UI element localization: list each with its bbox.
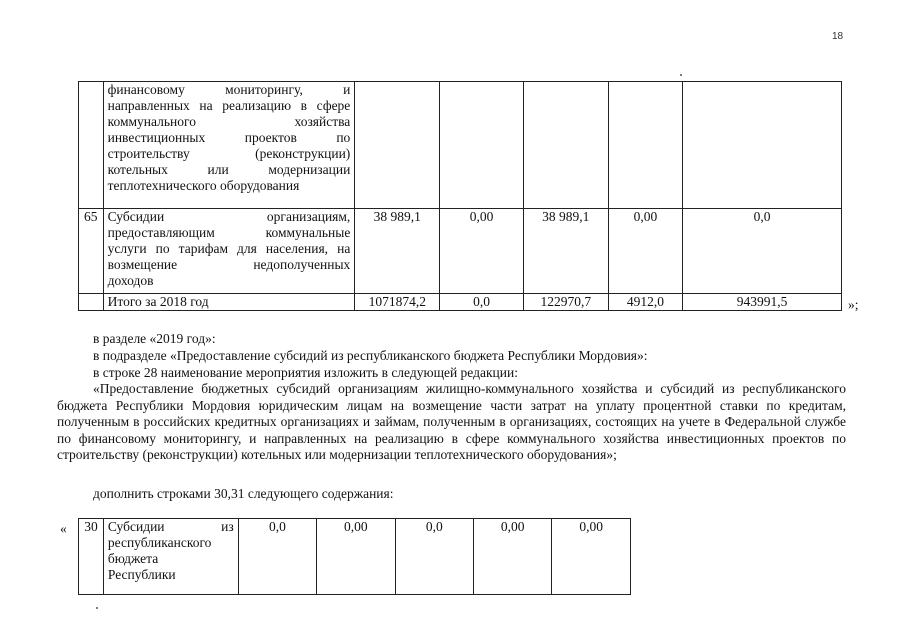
name-line: направленных на реализацию в сфере (107, 98, 351, 113)
value-cell: 4912,0 (608, 294, 683, 311)
value-cell: 0,00 (608, 209, 683, 294)
total-label-cell: Итого за 2018 год (103, 294, 355, 311)
section-line: в разделе «2019 год»: (93, 331, 216, 346)
name-line: республиканского (107, 535, 212, 550)
row-number-cell (79, 82, 104, 209)
value-cell: 0,00 (317, 519, 395, 595)
value-cell (608, 82, 683, 209)
name-line: коммунального хозяйства (107, 114, 351, 129)
value-cell: 38 989,1 (523, 209, 608, 294)
value-cell (440, 82, 524, 209)
value-cell: 0,0 (395, 519, 473, 595)
row-number-cell: 30 (79, 519, 104, 595)
value-cell: 1071874,2 (355, 294, 440, 311)
value-cell: 943991,5 (683, 294, 842, 311)
name-line: котельных или модернизации (107, 162, 351, 177)
name-line: финансовому мониторингу, и (107, 82, 351, 97)
name-line: предоставляющим коммунальные (107, 225, 351, 240)
name-line: услуги по тарифам для населения, на (107, 241, 351, 256)
value-cell: 0,00 (552, 519, 631, 595)
value-cell (355, 82, 440, 209)
name-line: строительству (реконструкции) (107, 146, 351, 161)
opening-quote: « (60, 521, 67, 536)
name-line: инвестиционных проектов по (107, 130, 351, 145)
name-line: Субсидии организациям, (107, 209, 351, 224)
name-line: теплотехнического оборудования (107, 178, 300, 193)
page-number: 18 (832, 31, 844, 42)
value-cell: 0,00 (440, 209, 524, 294)
value-cell: 0,0 (238, 519, 316, 595)
value-cell (683, 82, 842, 209)
subsection-line: в подразделе «Предоставление субсидий из республиканского бюджета Республики Мордовия»: (93, 348, 648, 363)
activity-name-cell (103, 82, 355, 209)
activity-name-cell (103, 519, 238, 595)
new-wording-paragraph: «Предоставление бюджетных субсидий организациям жилищно-коммунального хозяйства и субсидий из республиканского бюджета Республики Мордовия юридическим лицам на возмещение части затрат на уплату процентной ставки по кредитам, полученным в российских кредитных организациях и займам, полученным в организациях, состоящих на учете в Федеральной службе по финансовому мониторингу, и направленных на реализацию в сфере коммунального хозяйства инвестиционных проектов по строительству (реконструкции) котельных или модернизации теплотехнического оборудования»; (57, 381, 846, 462)
budget-table-2019-additions (78, 518, 631, 595)
name-line: доходов (107, 273, 154, 288)
scan-speck (96, 607, 98, 609)
name-line: Республики (107, 567, 176, 582)
value-cell: 122970,7 (523, 294, 608, 311)
closing-quote: »; (848, 297, 859, 312)
row-number-cell (79, 294, 104, 311)
value-cell (523, 82, 608, 209)
name-line: возмещение недополученных (107, 257, 351, 272)
table-row (79, 209, 842, 294)
instruction-line: дополнить строками 30,31 следующего содержания: (93, 486, 394, 501)
table-row (79, 82, 842, 209)
budget-table-2018 (78, 81, 842, 311)
row-number-cell: 65 (79, 209, 104, 294)
table-row (79, 519, 631, 595)
value-cell: 38 989,1 (355, 209, 440, 294)
activity-name-cell (103, 209, 355, 294)
scan-speck (680, 74, 682, 76)
value-cell: 0,0 (683, 209, 842, 294)
name-line: Субсидии из (107, 519, 234, 534)
value-cell: 0,0 (440, 294, 524, 311)
value-cell: 0,00 (474, 519, 552, 595)
name-line: бюджета (107, 551, 159, 566)
instruction-line: в строке 28 наименование мероприятия изложить в следующей редакции: (93, 365, 518, 380)
total-row (79, 294, 842, 311)
